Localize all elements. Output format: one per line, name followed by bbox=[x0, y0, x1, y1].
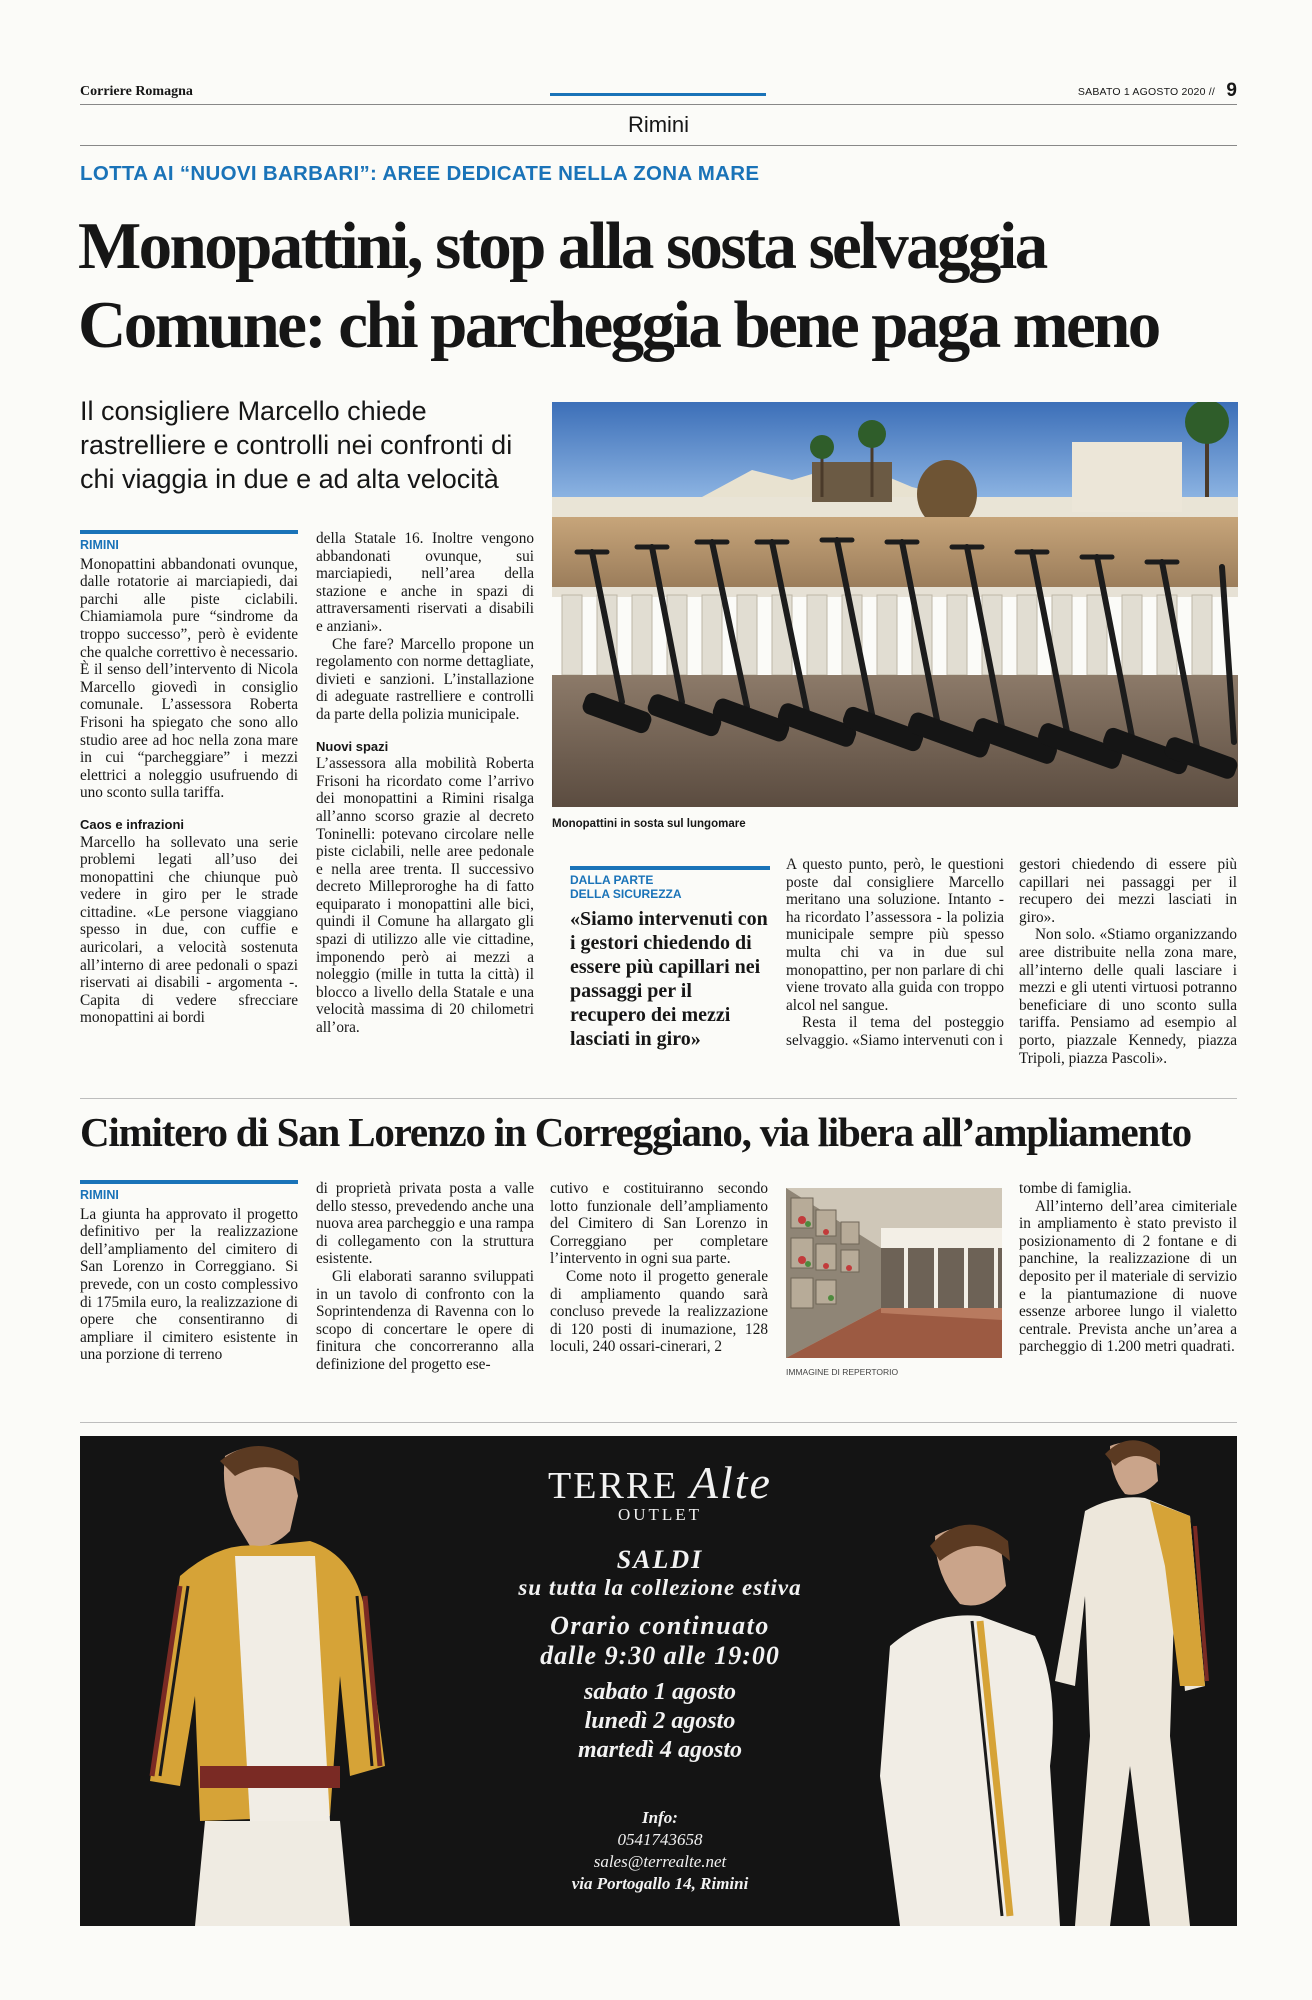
masthead-rule bbox=[80, 104, 1237, 105]
pull-quote-text: «Siamo intervenuti con i gestori chiedendo di essere più capillari nei passaggi per il recupero dei mezzi lasciati in giro» bbox=[570, 908, 768, 1050]
ad-brand bbox=[360, 1456, 960, 1509]
scooters-photo bbox=[552, 402, 1238, 807]
article1-headline bbox=[78, 207, 1248, 365]
masthead bbox=[80, 80, 1237, 110]
article2-col-5 bbox=[1019, 1180, 1237, 1356]
ad-hours-title: Orario continuato bbox=[550, 1611, 770, 1640]
page-number: 9 bbox=[1226, 80, 1237, 101]
article2-kicker: RIMINI bbox=[80, 1180, 298, 1205]
article2-col3-p2: Come noto il progetto generale di ampliamento quando sarà concluso prevede la realizzazione di 120 posti di inumazione, 128 loculi, 240 ossari-cinerari, 2 bbox=[550, 1267, 768, 1356]
article2-col3-p1: cutivo e costituiranno secondo lotto funzionale dell’ampliamento del Cimitero di San Lorenzo in Correggiano per completare l’intervento in ogni sua parte. bbox=[550, 1180, 768, 1268]
article-divider bbox=[80, 1098, 1237, 1099]
article1-kicker: RIMINI bbox=[80, 530, 298, 555]
scooters-illustration bbox=[552, 402, 1238, 807]
article1-col2-p3: L’assessora alla mobilità Roberta Frisoni ha ricordato come l’arrivo dei monopattini a Rimini risalga all’anno scorso grazie al decreto Toninelli: potevano circolare nelle piste ciclabili, nelle aree pedonale e nella aree trenta. Il successivo decreto Milleproroghe ha di fatto equiparato i monopattini alle bici, quindi il Comune ha allargato gli spazi di utilizzo alle vie cittadine, imponendo però ai mezzi a noleggio (mille in tutta la città) il blocco a livello della Statale e una velocità massima di 20 chilometri all’ora. bbox=[316, 755, 534, 1037]
article1-col1-p1: Monopattini abbandonati ovunque, dalle rotatorie ai marciapiedi, dai parchi alle piste ciclabili. Chiamiamola pure “sindrome da troppo successo”, però è evidente che qualche correttivo è necessario. È il senso dell’intervento di Nicola Marcello giovedì in consiglio comunale. L’assessora Roberta Frisoni ha spiegato che sono allo studio aree ad hoc nella zona mare in cui “parcheggiare” i mezzi elettrici a noleggio usufruendo di uno sconto sulla tariffa. bbox=[80, 555, 298, 802]
article2-col5-p1: tombe di famiglia. bbox=[1019, 1180, 1132, 1197]
ad-date-1: sabato 1 agosto bbox=[583, 1679, 736, 1705]
ad-date-2: lunedì 2 agosto bbox=[584, 1708, 736, 1734]
masthead-accent-bar bbox=[550, 93, 766, 96]
article1-subhead-2: Nuovi spazi bbox=[316, 738, 389, 754]
article2-col2-p1: di proprietà privata posta a valle dello stesso, prevedendo anche una nuova area parcheggio e una rampa di collegamento con la struttura esistente. bbox=[316, 1180, 534, 1268]
scooters-photo-caption: Monopattini in sosta sul lungomare bbox=[552, 818, 746, 830]
ad-brand-terre: TERRE bbox=[548, 1465, 679, 1507]
article2-col5-p2: All’interno dell’area cimiteriale in ampliamento è stato previsto il posizionamento di 2 fontane e di panchine, la realizzazione di un deposito per il materiale di servizio e la piantumazione di nuove essenze arboree lungo il vialetto centrale. Prevista anche un’area a parcheggio di 1.200 metri quadrati. bbox=[1019, 1197, 1237, 1356]
article1-subhead-1: Caos e infrazioni bbox=[80, 816, 185, 832]
article1-col-1 bbox=[80, 530, 298, 1027]
ad-divider bbox=[80, 1422, 1237, 1423]
article1-col2-p2: Che fare? Marcello propone un regolamento con norme dettagliate, divieti e sanzioni. L’installazione di adeguate rastrelliere e controlli da parte della polizia municipale. bbox=[316, 635, 534, 723]
pull-quote-label-1: DALLA PARTE bbox=[570, 866, 770, 887]
ad-email[interactable]: sales@terrealte.net bbox=[593, 1852, 727, 1871]
ad-saldi: SALDI bbox=[616, 1545, 704, 1574]
section-rule bbox=[80, 145, 1237, 146]
article1-col-5 bbox=[1019, 856, 1237, 1067]
cemetery-photo-caption: IMMAGINE DI REPERTORIO bbox=[786, 1367, 899, 1377]
article1-col4-p2: Resta il tema del posteggio selvaggio. «Siamo intervenuti con i bbox=[786, 1014, 1004, 1049]
headline-line-1: Monopattini, stop alla sosta selvaggia bbox=[78, 209, 1046, 283]
article2-col2-p2: Gli elaborati saranno sviluppati in un tavolo di confronto con la Soprintendenza di Ravenna con lo scopo di concertare le opere di finitura che concorreranno alla definizione del progetto ese- bbox=[316, 1267, 534, 1373]
advertisement bbox=[80, 1436, 1237, 1926]
ad-phone[interactable]: 0541743658 bbox=[617, 1830, 703, 1849]
ad-date-3: martedì 4 agosto bbox=[577, 1737, 742, 1763]
article1-col1-p2: Marcello ha sollevato una serie problemi legati all’uso dei monopattini che chiunque può vedere in giro per le strade cittadine. «Le persone viaggiano spesso in due, con cuffie e auricolari, a velocità sostenuta all’interno di aree pedonali o spazi riservati ai disabili - argomenta -. Capita di vedere sfrecciare monopattini ai bordi bbox=[80, 833, 298, 1027]
paper-name: Corriere Romagna bbox=[80, 84, 193, 99]
article1-col2-p1: della Statale 16. Inoltre vengono abbandonati ovunque, sui marciapiedi, nell’area della stazione e anche in spazi di attraversamenti riservati a disabili e anziani». bbox=[316, 530, 534, 635]
pull-quote-box bbox=[570, 866, 770, 1051]
article2-col-1 bbox=[80, 1180, 298, 1364]
section-title: Rimini bbox=[627, 112, 690, 137]
article2-headline: Cimitero di San Lorenzo in Correggiano, via libera all’ampliamento bbox=[80, 1109, 1191, 1155]
ad-brand-alte: Alte bbox=[689, 1457, 772, 1508]
article1-standfirst: Il consigliere Marcello chiede rastrelliere e controlli nei confronti di chi viaggia in due e ad alta velocità bbox=[80, 396, 513, 494]
article2-col-3 bbox=[550, 1180, 768, 1356]
cemetery-photo bbox=[786, 1188, 1002, 1358]
article1-col-4 bbox=[786, 856, 1004, 1050]
issue-date: SABATO 1 AGOSTO 2020 // bbox=[1077, 86, 1215, 98]
article1-col5-p1: gestori chiedendo di essere più capillari nei passaggi per il recupero dei mezzi lasciati in giro». bbox=[1019, 856, 1237, 926]
ad-address: via Portogallo 14, Rimini bbox=[571, 1874, 749, 1893]
article2-col1-text: La giunta ha approvato il progetto definitivo per la realizzazione dell’ampliamento del cimitero di San Lorenzo in Correggiano. Si prevede, con un costo complessivo di 175mila euro, la realizzazione di opere che consentiranno di ampliare il cimitero esistente in una porzione di terreno bbox=[80, 1205, 298, 1364]
article1-col5-p2: Non solo. «Stiamo organizzando aree distribuite nella zona mare, all’interno delle quali lasciare i mezzi e gli utenti virtuosi potranno beneficiare di uno sconto sulla tariffa. Pensiamo ad esempio al porto, piazzale Kennedy, piazza Tripoli, piazza Pascoli». bbox=[1019, 926, 1237, 1067]
article1-col-2 bbox=[316, 530, 534, 1037]
cemetery-illustration bbox=[786, 1188, 1002, 1358]
article1-overline: LOTTA AI “NUOVI BARBARI”: AREE DEDICATE NELLA ZONA MARE bbox=[80, 162, 760, 185]
ad-hours: dalle 9:30 alle 19:00 bbox=[540, 1641, 780, 1670]
ad-text-block bbox=[360, 1456, 960, 1894]
ad-collection: su tutta la collezione estiva bbox=[518, 1575, 802, 1600]
ad-brand-outlet: OUTLET bbox=[617, 1505, 703, 1524]
article1-col4-p1: A questo punto, però, le questioni poste dal consigliere Marcello meritano una soluzione. Intanto - ha ricordato l’assessora - la polizia municipale sempre più spesso multa chi va in due sul monopattino, per non parlare di chi viene trovato alla guida con troppo alcol nel sangue. bbox=[786, 856, 1004, 1014]
pull-quote-label-2: DELLA SICUREZZA bbox=[570, 887, 682, 901]
headline-line-2: Comune: chi parcheggia bene paga meno bbox=[78, 288, 1159, 362]
ad-info-label: Info: bbox=[642, 1808, 678, 1827]
article2-col-2 bbox=[316, 1180, 534, 1374]
